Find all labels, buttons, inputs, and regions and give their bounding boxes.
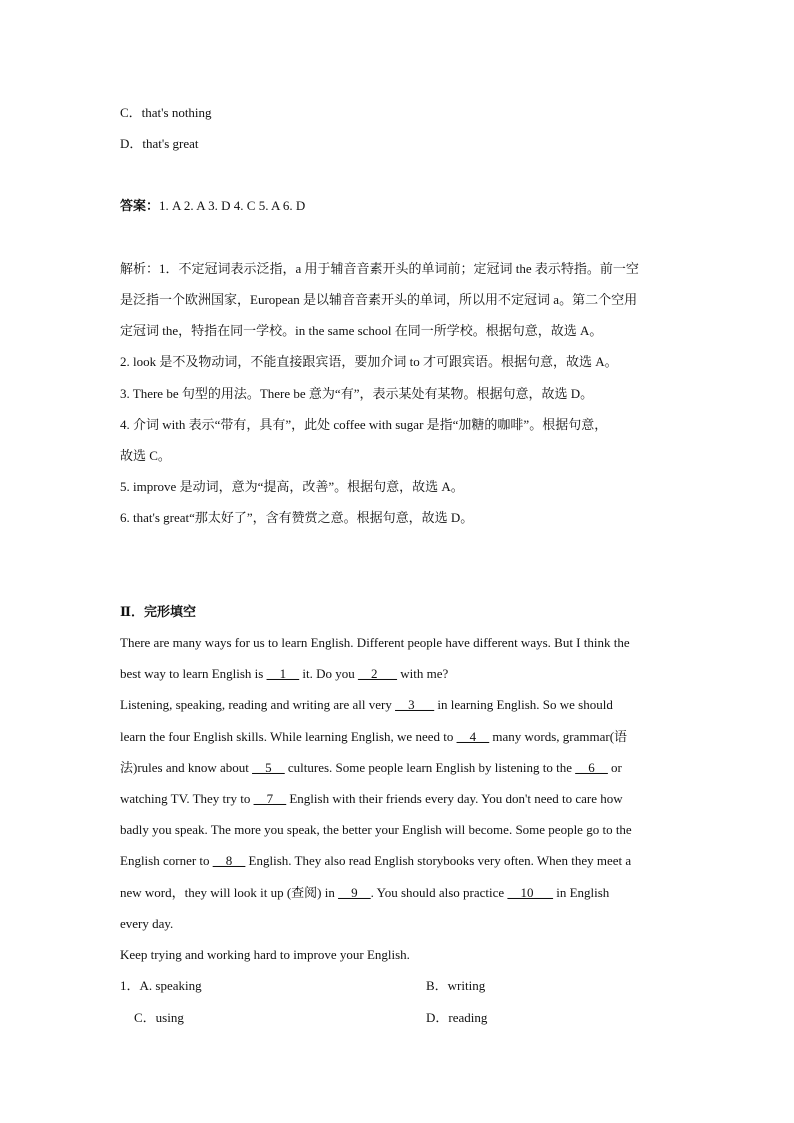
- passage-text: in English: [552, 885, 610, 900]
- option-d: D．that's great: [120, 136, 199, 151]
- passage-text: watching TV. They try to: [120, 791, 254, 806]
- analysis-line-7: 故选 C。: [120, 448, 171, 463]
- blank-3: __3___: [395, 697, 435, 712]
- analysis-line-6: 4. 介词 with 表示“带有，具有”，此处 coffee with sugar 是指“加糖的咖啡”。根据句意，: [120, 417, 608, 432]
- passage-line-7: badly you speak. The more you speak, the better your English will become. Some people go to the: [120, 822, 632, 837]
- answer-label: 答案：: [120, 198, 160, 213]
- blank-5: __5__: [252, 760, 285, 775]
- blank-1: __1__: [266, 666, 300, 681]
- passage-text: or: [607, 760, 622, 775]
- blank-10: __10___: [507, 885, 553, 900]
- answer-text: 1. A 2. A 3. D 4. C 5. A 6. D: [159, 198, 306, 213]
- passage-text: English corner to: [120, 853, 213, 868]
- passage-line-10: every day.: [120, 916, 174, 931]
- passage-line-2: [120, 666, 448, 682]
- q1-option-d: D．reading: [426, 1010, 488, 1025]
- q1-option-a: 1．A. speaking: [120, 978, 202, 993]
- analysis-label: 解析：: [120, 261, 160, 276]
- passage-line-3: [120, 697, 613, 713]
- passage-text: it. Do you: [299, 666, 358, 681]
- blank-4: __4__: [456, 729, 490, 744]
- blank-7: __7__: [253, 791, 287, 806]
- blank-6: __6__: [575, 760, 608, 775]
- section-heading: Ⅱ．完形填空: [120, 604, 196, 619]
- q1-option-c: C．using: [134, 1010, 184, 1025]
- option-c: C．that's nothing: [120, 105, 212, 120]
- passage-line-6: [120, 791, 623, 807]
- passage-line-5: [120, 760, 622, 776]
- passage-text: learn the four English skills. While learning English, we need to: [120, 729, 457, 744]
- blank-9: __9__: [338, 885, 371, 900]
- passage-text: with me?: [396, 666, 449, 681]
- passage-line-9: [120, 885, 609, 901]
- analysis-line-3: 定冠词 the，特指在同一学校。in the same school 在同一所学校。根据句意，故选 A。: [120, 323, 603, 338]
- passage-line-8: [120, 853, 631, 869]
- analysis-line-8: 5. improve 是动词，意为“提高，改善”。根据句意，故选 A。: [120, 479, 464, 494]
- passage-text: Listening, speaking, reading and writing are all very: [120, 697, 396, 712]
- blank-8: __8__: [212, 853, 246, 868]
- passage-text: many words, grammar(语: [489, 729, 628, 744]
- analysis-line-2: 是泛指一个欧洲国家，European 是以辅音音素开头的单词，所以用不定冠词 a。第二个空用: [120, 292, 638, 307]
- passage-text: best way to learn English is: [120, 666, 267, 681]
- analysis-line-5: 3. There be 句型的用法。There be 意为“有”，表示某处有某物。根据句意，故选 D。: [120, 386, 594, 401]
- passage-line-1: There are many ways for us to learn English. Different people have different ways. But I think the: [120, 635, 630, 650]
- q1-option-b: B．writing: [426, 978, 486, 993]
- passage-line-11: Keep trying and working hard to improve your English.: [120, 947, 410, 962]
- passage-text: in learning English. So we should: [434, 697, 613, 712]
- passage-text: new word，they will look it up (查阅) in: [120, 885, 339, 900]
- answer-line: [120, 198, 305, 214]
- passage-text: English with their friends every day. You don't need to care how: [286, 791, 623, 806]
- passage-line-4: [120, 729, 627, 745]
- analysis-line-4: 2. look 是不及物动词，不能直接跟宾语，要加介词 to 才可跟宾语。根据句意，故选 A。: [120, 354, 618, 369]
- passage-text: English. They also read English storybooks very often. When they meet a: [245, 853, 632, 868]
- analysis-line-9: 6. that's great“那太好了”，含有赞赏之意。根据句意，故选 D。: [120, 510, 474, 525]
- passage-text: 法)rules and know about: [120, 760, 253, 775]
- blank-2: __2___: [357, 666, 397, 681]
- passage-text: . You should also practice: [370, 885, 508, 900]
- analysis-line-1: [120, 261, 639, 277]
- passage-text: cultures. Some people learn English by listening to the: [284, 760, 576, 775]
- analysis-text: 1．不定冠词表示泛指，a 用于辅音音素开头的单词前；定冠词 the 表示特指。前一空: [159, 261, 639, 276]
